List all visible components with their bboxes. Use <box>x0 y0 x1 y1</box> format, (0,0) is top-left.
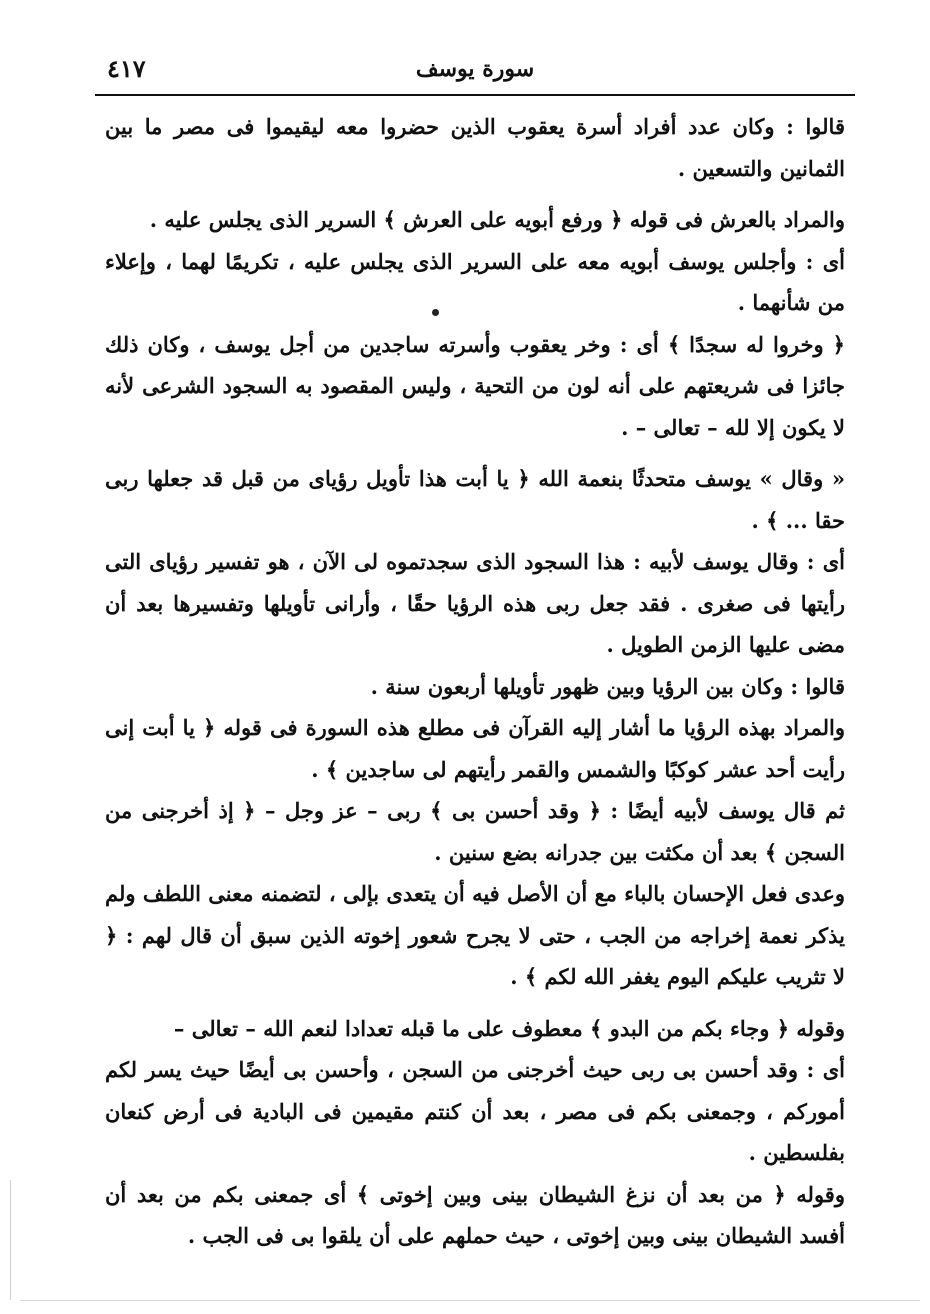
ink-speck <box>432 309 439 316</box>
paragraph: أى : وقال يوسف لأبيه : هذا السجود الذى سجدتموه لى الآن ، هو تفسير رؤياى التى رأيتها فى صغرى . فقد جعل ربى هذه الرؤيا حقًا ، وأرانى تأويلها وتفسيرها بعد أن مضى عليها الزمن الطويل . <box>105 549 845 657</box>
paragraph: أى : وقد أحسن بى ربى حيث أخرجنى من السجن ، وأحسن بى أيضًا حيث يسر لكم أموركم ، وجمعنى بكم فى مصر ، بعد أن كنتم مقيمين فى البادية فى أرض كنعان بفلسطين . <box>105 1057 845 1165</box>
scan-bottom-line <box>20 1300 920 1301</box>
surah-title: سورة يوسف <box>415 56 535 82</box>
paragraph: ثم قال يوسف لأبيه أيضًا : ﴿ وقد أحسن بى ﴾ ربى – عز وجل – ﴿ إذ أخرجنى من السجن ﴾ بعد أن مكثت بين جدرانه بضع سنين . <box>105 798 845 865</box>
page-header <box>95 52 855 92</box>
paragraph: وقوله ﴿ وجاء بكم من البدو ﴾ معطوف على ما قبله تعدادا لنعم الله – تعالى – <box>173 1015 845 1041</box>
scan-edge-line <box>10 1180 11 1300</box>
header-rule <box>95 94 855 96</box>
paragraph: وقوله ﴿ من بعد أن نزغ الشيطان بينى وبين إخوتى ﴾ أى جمعنى بكم من بعد أن أفسد الشيطان بينى وبين إخوتى ، حيث حملهم على أن يلقوا بى فى الجب . <box>105 1181 845 1248</box>
paragraph: أى : وأجلس يوسف أبويه معه على السرير الذى يجلس عليه ، تكريمًا لهما ، وإعلاء من شأنهما . <box>105 248 845 315</box>
paragraph: ﴿ وخروا له سجدًا ﴾ أى : وخر يعقوب وأسرته ساجدين من أجل يوسف ، وكان ذلك جائزا فى شريعتهم على أنه لون من التحية ، وليس المقصود به السجود الشرعى لأنه لا يكون إلا لله – تعالى – . <box>105 331 845 440</box>
paragraph: والمراد بهذه الرؤيا ما أشار إليه القرآن فى مطلع هذه السورة فى قوله ﴿ يا أبت إنى رأيت أحد عشر كوكبًا والشمس والقمر رأيتهم لى ساجدين ﴾ . <box>105 715 845 782</box>
page-body <box>105 106 845 1257</box>
paragraph: والمراد بالعرش فى قوله ﴿ ورفع أبويه على العرش ﴾ السرير الذى يجلس عليه . <box>149 207 845 232</box>
paragraph: وعدى فعل الإحسان بالباء مع أن الأصل فيه أن يتعدى بإلى ، لتضمنه معنى اللطف ولم يذكر نعمة إخراجه من الجب ، حتى لا يجرح شعور إخوته الذين سبق أن قال لهم : ﴿ لا تثريب عليكم اليوم يغفر الله لكم ﴾ . <box>105 881 845 989</box>
paragraph: قالوا : وكان بين الرؤيا وبين ظهور تأويلها أربعون سنة . <box>370 673 845 699</box>
paragraph: قالوا : وكان عدد أفراد أسرة يعقوب الذين حضروا معه ليقيموا فى مصر ما بين الثمانين والتسعين . <box>105 114 845 181</box>
paragraph: « وقال » يوسف متحدثًا بنعمة الله ﴿ يا أبت هذا تأويل رؤياى من قبل قد جعلها ربى حقا ... ﴾ . <box>105 466 845 533</box>
page-number: ٤١٧ <box>107 54 146 83</box>
